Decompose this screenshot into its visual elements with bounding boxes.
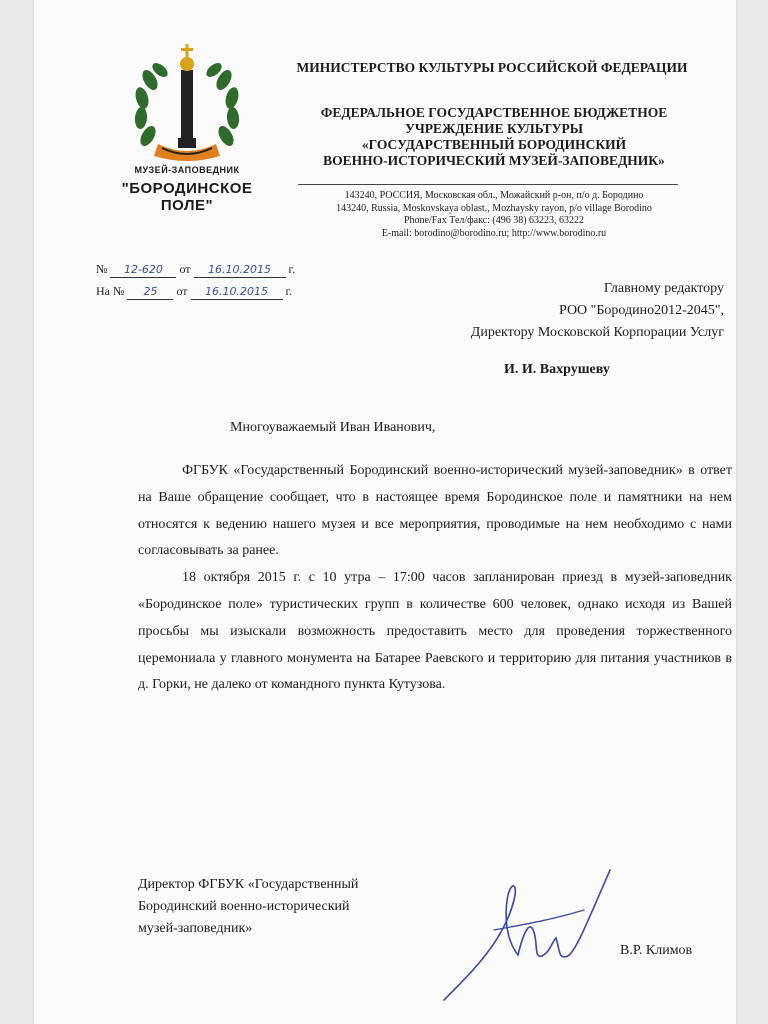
- address-line: 143240, Russia, Moskovskaya oblast., Mozhaysky rayon, p/o village Borodino: [336, 202, 652, 214]
- recipient-line: РОО "Бородино2012-2045",: [558, 303, 724, 318]
- handwritten-signature-icon: [434, 860, 624, 1010]
- institution-line: ВОЕННО-ИСТОРИЧЕСКИЙ МУЗЕЙ-ЗАПОВЕДНИК»: [323, 153, 665, 168]
- num-label: №: [96, 262, 108, 276]
- reference-numbers: [96, 262, 295, 306]
- address-block: [284, 190, 704, 240]
- address-line: 143240, РОССИЯ, Московская обл., Можайский р-он, п/о д. Бородино: [344, 190, 644, 201]
- signatory-line: Директор ФГБУК «Государственный: [138, 877, 359, 892]
- signatory-line: Бородинский военно-исторический: [138, 899, 350, 914]
- outgoing-number: 12-620: [110, 263, 176, 278]
- reply-number: 25: [127, 285, 173, 300]
- ministry-title: МИНИСТЕРСТВО КУЛЬТУРЫ РОССИЙСКОЙ ФЕДЕРАЦИИ: [296, 60, 688, 75]
- ot-label: от: [176, 284, 188, 298]
- outgoing-ref: [96, 262, 295, 284]
- signatory-title: [138, 874, 438, 940]
- greeting: Многоуважаемый Иван Иванович,: [230, 420, 436, 435]
- institution-line: УЧРЕЖДЕНИЕ КУЛЬТУРЫ: [404, 121, 584, 136]
- institution-line: «ГОСУДАРСТВЕННЫЙ БОРОДИНСКИЙ: [361, 137, 627, 152]
- address-line: E-mail: borodino@borodino.ru; http://www.borodino.ru: [381, 227, 607, 239]
- year-label: г.: [288, 262, 296, 276]
- paragraph: 18 октября 2015 г. с 10 утра – 17:00 часов запланирован приезд в музей-заповедник «Бородинское поле» туристических групп в количестве 600 человек, однако исходя из Вашей просьбы мы изыскали возможность предоставить место для проведения торжественного церемониала у главного монумента на Батарее Раевского и территорию для питания участников в д. Горки, не далеко от командного пункта Кутузова.: [138, 570, 732, 693]
- signatory-line: музей-заповедник»: [138, 921, 253, 936]
- letter-body: [138, 458, 732, 699]
- logo-name: "БОРОДИНСКОЕ ПОЛЕ": [121, 180, 253, 214]
- reply-date: 16.10.2015: [191, 285, 283, 300]
- institution-line: ФЕДЕРАЛЬНОЕ ГОСУДАРСТВЕННОЕ БЮДЖЕТНОЕ: [320, 105, 668, 120]
- logo-subtitle: МУЗЕЙ-ЗАПОВЕДНИК: [134, 165, 240, 175]
- signatory-name: В.Р. Климов: [620, 943, 693, 958]
- recipient-block: [374, 278, 724, 344]
- year-label: г.: [285, 284, 293, 298]
- header-divider: [298, 184, 678, 185]
- outgoing-date: 16.10.2015: [194, 263, 286, 278]
- ot-label: от: [179, 262, 191, 276]
- letter-page: [34, 0, 736, 1024]
- recipient-line: Главному редактору: [603, 281, 724, 296]
- addressee-name: И. И. Вахрушеву: [504, 362, 610, 377]
- reply-ref: [96, 284, 295, 306]
- recipient-line: Директору Московской Корпорации Услуг: [470, 325, 724, 340]
- museum-logo: [112, 40, 262, 214]
- reply-label: На №: [96, 284, 125, 298]
- monument-laurel-icon: [128, 40, 246, 164]
- paragraph: ФГБУК «Государственный Бородинский военно-исторический музей-заповедник» в ответ на Ваше обращение сообщает, что в настоящее время Бородинское поле и памятники на нем относятся к ведению нашего музея и все мероприятия, проводимые на нем необходимо с нами согласовывать за ранее.: [138, 463, 732, 559]
- institution-title: [294, 105, 694, 169]
- address-line: Phone/Fax Тел/факс: (496 38) 63223, 63222: [403, 215, 585, 227]
